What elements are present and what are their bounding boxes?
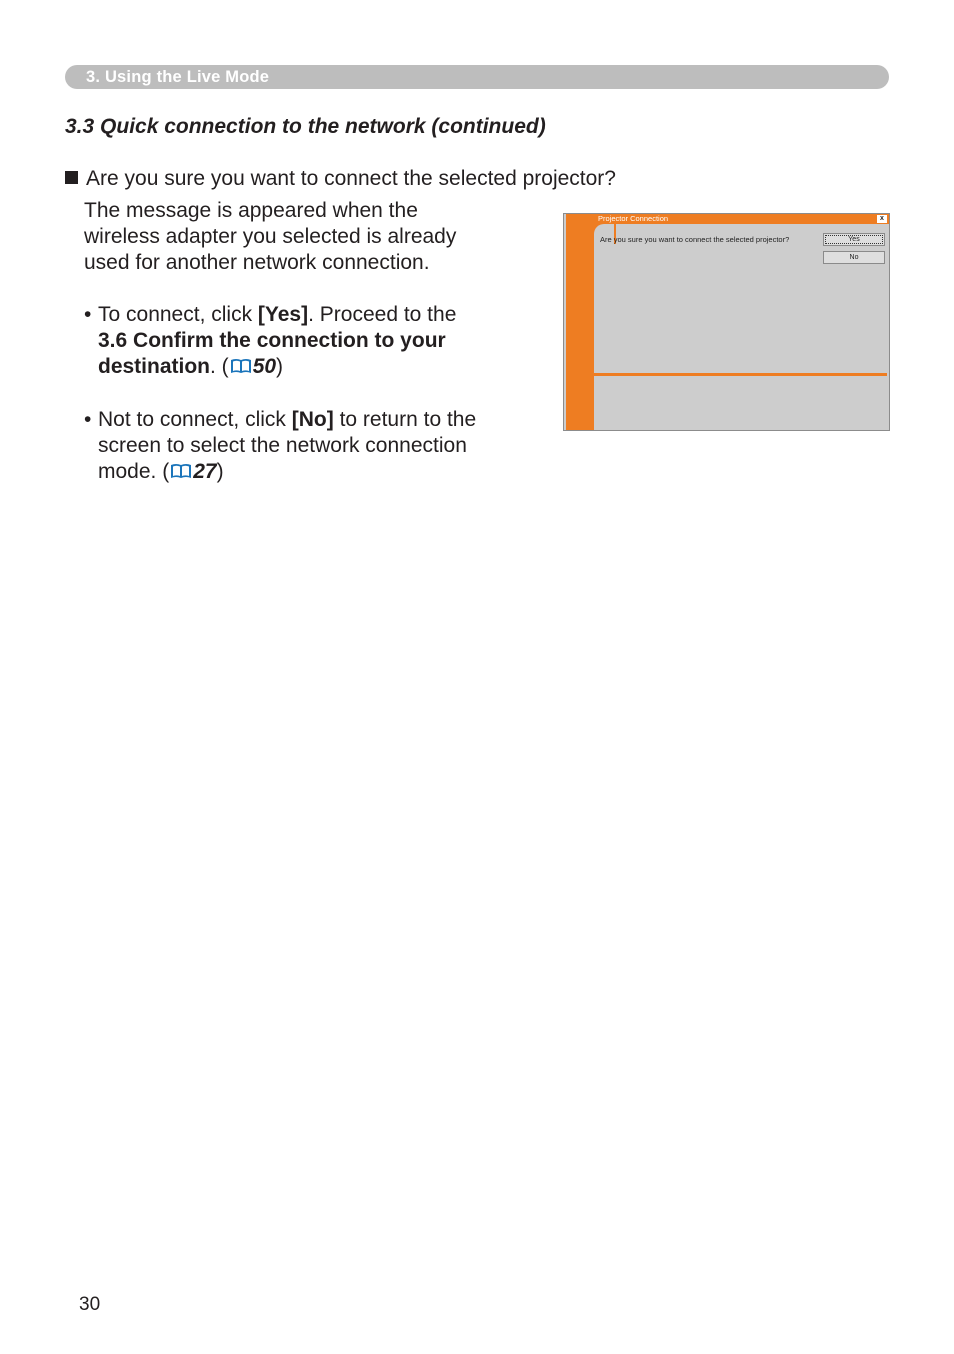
yes-button-reference: [Yes] xyxy=(257,303,309,326)
section-link[interactable]: 3.6 Confirm the connection to your xyxy=(98,329,446,352)
no-button-reference: [No] xyxy=(291,408,334,431)
description-paragraph xyxy=(84,198,524,276)
bullet-dot: • xyxy=(84,303,92,326)
description-line: The message is appeared when the xyxy=(84,199,418,222)
page-reference[interactable]: 50 xyxy=(252,355,277,378)
section-link-continued[interactable]: destination xyxy=(98,355,211,378)
dialog-title: Projector Connection xyxy=(598,214,669,223)
question-text: Are you sure you want to connect the selected projector? xyxy=(86,167,616,190)
book-icon xyxy=(230,356,252,382)
bullet-no: • Not to connect, click [No] to return to the screen to select the network connection mode. ( 27) xyxy=(84,407,534,487)
bullet-yes: • To connect, click [Yes]. Proceed to the 3.6 Confirm the connection to your destination. ( 50) xyxy=(84,302,534,382)
description-line: used for another network connection. xyxy=(84,251,430,274)
close-icon[interactable]: x xyxy=(877,215,887,223)
no-button[interactable]: No xyxy=(823,251,885,264)
projector-connection-dialog xyxy=(563,213,890,431)
dialog-message: Are you sure you want to connect the selected projector? xyxy=(600,235,790,244)
book-icon xyxy=(170,461,192,487)
question-heading xyxy=(65,167,616,191)
page-reference[interactable]: 27 xyxy=(193,460,217,483)
square-bullet-icon xyxy=(65,171,78,184)
chapter-header-text: 3. Using the Live Mode xyxy=(86,68,270,86)
yes-button[interactable]: Yes xyxy=(823,233,885,246)
dialog-divider xyxy=(566,373,887,376)
page-number: 30 xyxy=(79,1294,101,1315)
section-title: 3.3 Quick connection to the network (continued) xyxy=(65,115,546,138)
description-line: wireless adapter you selected is already xyxy=(84,225,457,248)
chapter-header-bar xyxy=(65,65,889,89)
bullet-dot: • xyxy=(84,408,92,431)
